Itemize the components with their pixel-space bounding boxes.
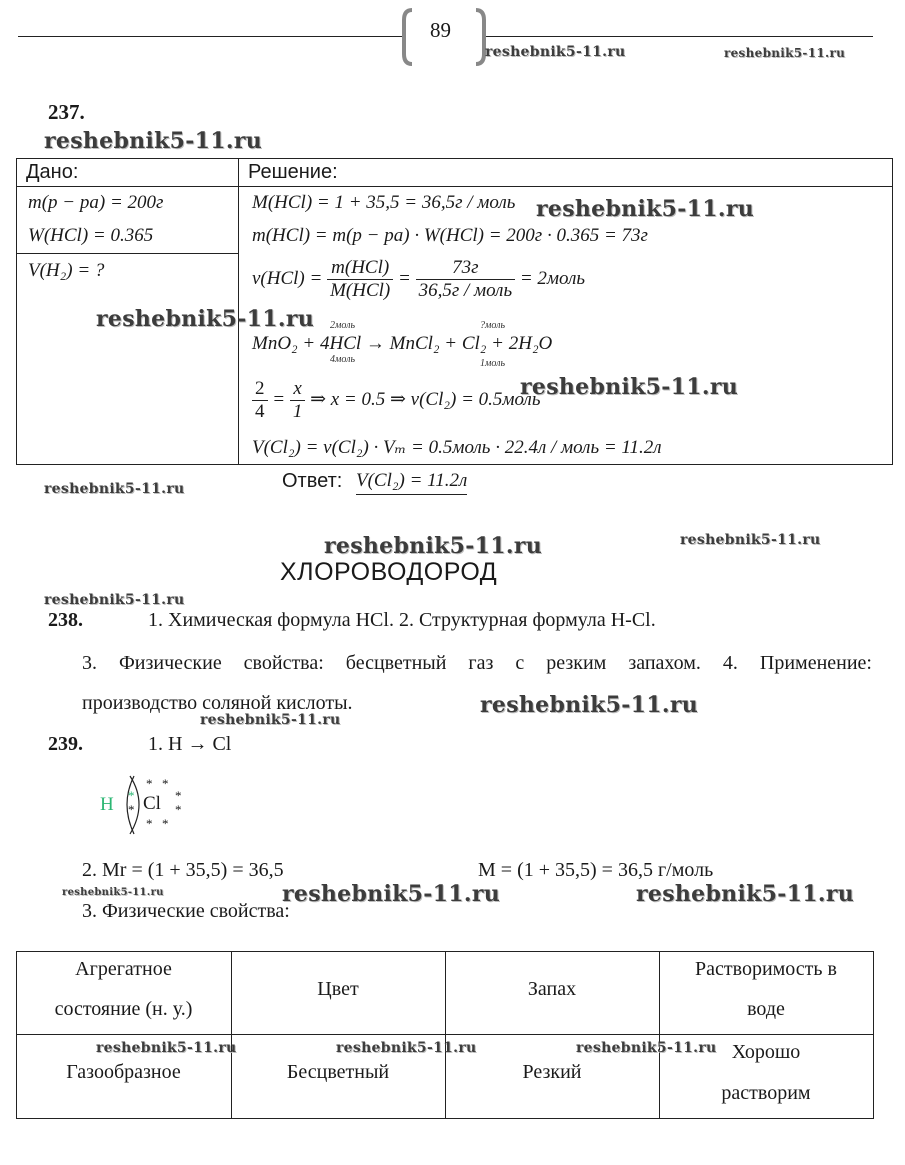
watermark: reshebnik5-11.ru [536, 196, 755, 222]
fraction-denominator: 36,5г / моль [418, 280, 513, 301]
page-number: 89 [430, 18, 451, 42]
table-cell-state: Газообразное [66, 1061, 181, 1083]
watermark: reshebnik5-11.ru [576, 1040, 717, 1056]
watermark: reshebnik5-11.ru [336, 1040, 477, 1056]
header-rule-right [485, 36, 873, 37]
section-title: ХЛОРОВОДОРОД [280, 558, 498, 586]
table-border [16, 253, 238, 254]
given-header: Дано: [26, 161, 79, 183]
watermark: reshebnik5-11.ru [324, 533, 543, 559]
table-cell-solubility-cont: растворим [721, 1082, 811, 1104]
ratio-line: $\frac{2}{4}$ = $\frac{x}{1}$ ⇒ x = 0.5 ⇒ ν(Cl₂) = 0.5моль [252, 378, 540, 423]
problem-238-line2: 3. Физические свойства: бесцветный газ с резким запахом. 4. Применение: [82, 652, 872, 674]
electron-dot: * [128, 788, 135, 803]
molar-mass-line: M = (1 + 35,5) = 36,5 г/моль [478, 859, 714, 881]
watermark: reshebnik5-11.ru [724, 46, 846, 60]
table-cell-smell: Резкий [522, 1061, 582, 1083]
table-header-smell: Запах [527, 978, 577, 1000]
solution-moles: ν(HCl) = $\frac{\text{m(HCl)}}{\text{M(HCl)}}$ = $\frac{73г}{\text{36,5г / моль}}$ = 2моль [252, 257, 586, 301]
problem-238-line3: производство соляной кислоты. [82, 692, 353, 714]
electron-dot: * [175, 788, 182, 803]
moles-result: = 2моль [519, 267, 586, 289]
eq-label: 4моль [330, 354, 356, 365]
eq-label: 2моль [330, 320, 356, 331]
table-border [892, 158, 893, 465]
fraction-numerator: 2 [252, 378, 268, 401]
table-header-state: Агрегатное [75, 958, 172, 980]
table-border [16, 158, 893, 159]
answer-value: V(Cl₂) = 11.2л [356, 470, 467, 495]
table-header-color: Цвет [317, 978, 359, 1000]
reaction-equation: MnO₂ + 4HCl → MnCl₂ + Cl₂ + 2H₂O [252, 333, 553, 354]
table-header-solubility: Растворимость в [695, 958, 837, 980]
problem-239-line1: 1. H → Cl [148, 733, 232, 755]
solution-header: Решение: [248, 161, 338, 183]
watermark: reshebnik5-11.ru [62, 887, 164, 898]
fraction-numerator: m(HCl) [327, 257, 393, 280]
electron-dot: * [128, 802, 135, 817]
solution-molar-mass: M(HCl) = 1 + 35,5 = 36,5г / моль [252, 192, 516, 213]
watermark: reshebnik5-11.ru [520, 374, 739, 400]
problem-238-line1: 1. Химическая формула HCl. 2. Структурная формула H-Cl. [148, 609, 656, 631]
watermark: reshebnik5-11.ru [680, 532, 821, 548]
watermark: reshebnik5-11.ru [96, 1040, 237, 1056]
table-border [16, 158, 17, 465]
fraction-denominator: M(HCl) [330, 280, 391, 301]
given-mass: m(p − pa) = 200г [28, 192, 164, 213]
ratio-right [290, 378, 306, 423]
watermark: reshebnik5-11.ru [44, 481, 185, 497]
watermark: reshebnik5-11.ru [485, 44, 626, 60]
table-cell-color: Бесцветный [286, 1061, 390, 1083]
relative-mass-line: 2. Mr = (1 + 35,5) = 36,5 [82, 859, 284, 881]
properties-title: 3. Физические свойства: [82, 900, 290, 922]
watermark: reshebnik5-11.ru [480, 692, 699, 718]
watermark: reshebnik5-11.ru [636, 881, 855, 907]
table-header-state-cont: состояние (н. у.) [54, 998, 193, 1020]
problem-number: 238. [48, 609, 83, 631]
watermark: reshebnik5-11.ru [282, 881, 501, 907]
fraction-denominator: 1 [292, 401, 303, 422]
solution-volume: V(Cl₂) = ν(Cl₂) · Vₘ = 0.5моль · 22.4л / моль = 11.2л [252, 437, 662, 458]
table-border [873, 951, 874, 1119]
table-header-solubility-cont: воде [747, 998, 785, 1020]
electron-dot: * [162, 816, 169, 831]
watermark: reshebnik5-11.ru [96, 306, 315, 332]
moles-label: ν(HCl) = [252, 267, 328, 289]
fraction-mass-over-molar [327, 257, 393, 302]
eq-label: ?моль [480, 320, 506, 331]
table-border [16, 186, 893, 187]
watermark: reshebnik5-11.ru [44, 128, 263, 154]
watermark: reshebnik5-11.ru [200, 712, 341, 728]
problem-number: 237. [48, 100, 85, 124]
chlorine-symbol: Cl [143, 793, 161, 814]
find-volume: V(H₂) = ? [28, 260, 105, 281]
fraction-denominator: 4 [255, 401, 265, 422]
electron-dot: * [146, 816, 153, 831]
watermark: reshebnik5-11.ru [44, 592, 185, 608]
problem-number: 239. [48, 733, 83, 755]
fraction-values [416, 257, 516, 302]
header-rule-left [18, 36, 403, 37]
given-fraction: W(HCl) = 0.365 [28, 225, 154, 246]
ratio-left [252, 378, 268, 423]
electron-dot: * [175, 802, 182, 817]
answer-label: Ответ: [282, 470, 343, 492]
ratio-result: ⇒ x = 0.5 ⇒ ν(Cl₂) = 0.5моль [310, 388, 541, 410]
table-border [16, 464, 893, 465]
electron-dot: * [146, 776, 153, 791]
table-cell-solubility: Хорошо [731, 1041, 801, 1063]
electron-dot: * [162, 776, 169, 791]
hydrogen-symbol: H [100, 794, 114, 815]
eq-label: 1моль [480, 358, 506, 369]
fraction-numerator: x [290, 378, 306, 401]
solution-mass: m(HCl) = m(p − pa) · W(HCl) = 200г · 0.365 = 73г [252, 225, 648, 246]
fraction-numerator: 73г [416, 257, 516, 280]
